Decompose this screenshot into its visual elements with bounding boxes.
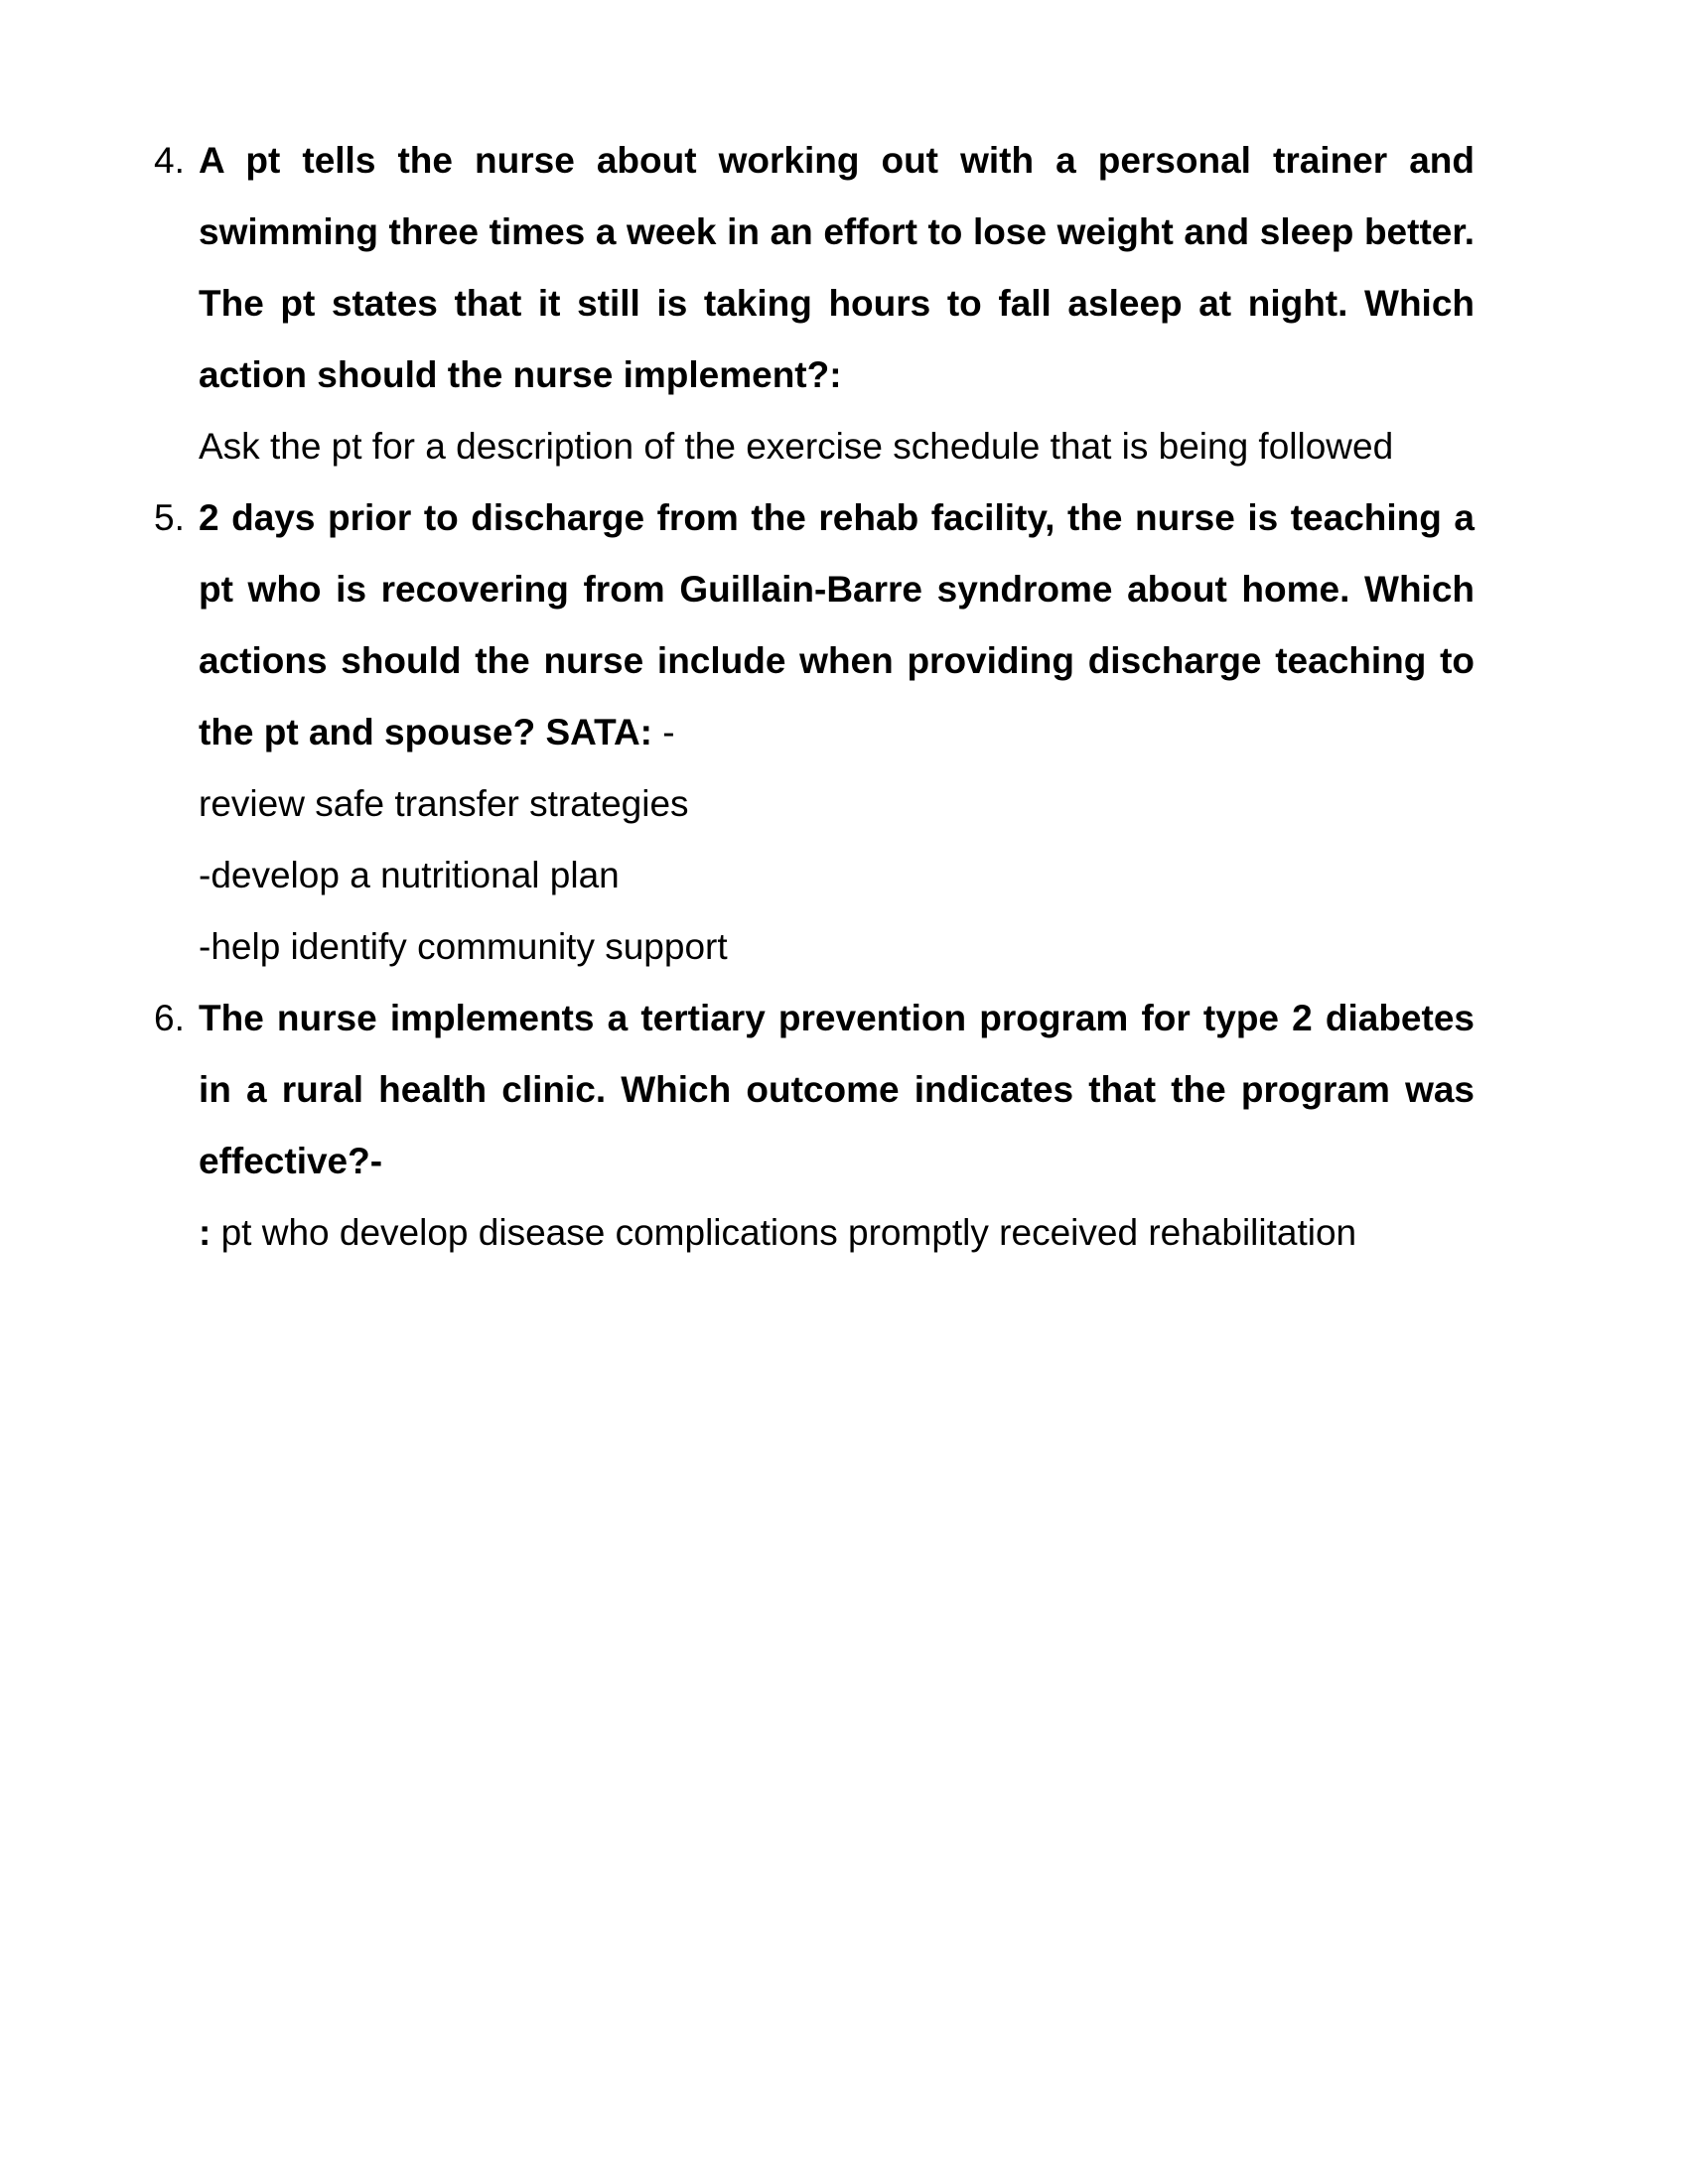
- answer-colon-6: :: [199, 1212, 211, 1253]
- document-content: [154, 125, 1475, 1269]
- question-prompt-5: 2 days prior to discharge from the rehab facility, the nurse is teaching a pt who is recovering from Guillain-Barre syndrome about home. Which actions should the nurse include when providing discharge teaching to the pt and spouse? SATA:: [199, 497, 1475, 752]
- answer-body-5: review safe transfer strategies: [199, 783, 689, 824]
- answer-text-4: [199, 411, 1475, 482]
- answer-bullet-5-1: [199, 840, 1475, 911]
- question-item-6: [154, 983, 1475, 1269]
- question-item-4: [154, 125, 1475, 482]
- answer-body-4: Ask the pt for a description of the exercise schedule that is being followed: [199, 426, 1394, 467]
- question-body-6: [199, 983, 1475, 1269]
- answer-bullet-label-5-1: -develop a nutritional plan: [199, 855, 620, 895]
- list-marker-6: 6.: [154, 998, 185, 1038]
- question-list: [154, 125, 1475, 1269]
- list-marker-4: 4.: [154, 140, 185, 181]
- question-text-6: [199, 983, 1475, 1197]
- question-body-4: [199, 125, 1475, 482]
- answer-bullet-label-5-2: -help identify community support: [199, 926, 728, 967]
- answer-bullet-5-2: [199, 911, 1475, 983]
- question-prompt-4: A pt tells the nurse about working out with a personal trainer and swimming three times a week in an effort to lose weight and sleep better. The pt states that it still is taking hours to fall asleep at night. Which action should the nurse implement?:: [199, 140, 1475, 395]
- answer-text-5: [199, 768, 1475, 840]
- question-prompt-6: The nurse implements a tertiary prevention program for type 2 diabetes in a rural health clinic. Which outcome indicates that the program was effective?-: [199, 998, 1475, 1181]
- question-body-5: [199, 482, 1475, 983]
- question-text-5: [199, 482, 1475, 768]
- answer-body-6: pt who develop disease complications promptly received rehabilitation: [220, 1212, 1357, 1253]
- question-text-4: [199, 125, 1475, 411]
- question-item-5: [154, 482, 1475, 983]
- answer-text-6: [199, 1197, 1475, 1269]
- list-marker-5: 5.: [154, 497, 185, 538]
- question-trailing-dash-5: -: [662, 712, 675, 752]
